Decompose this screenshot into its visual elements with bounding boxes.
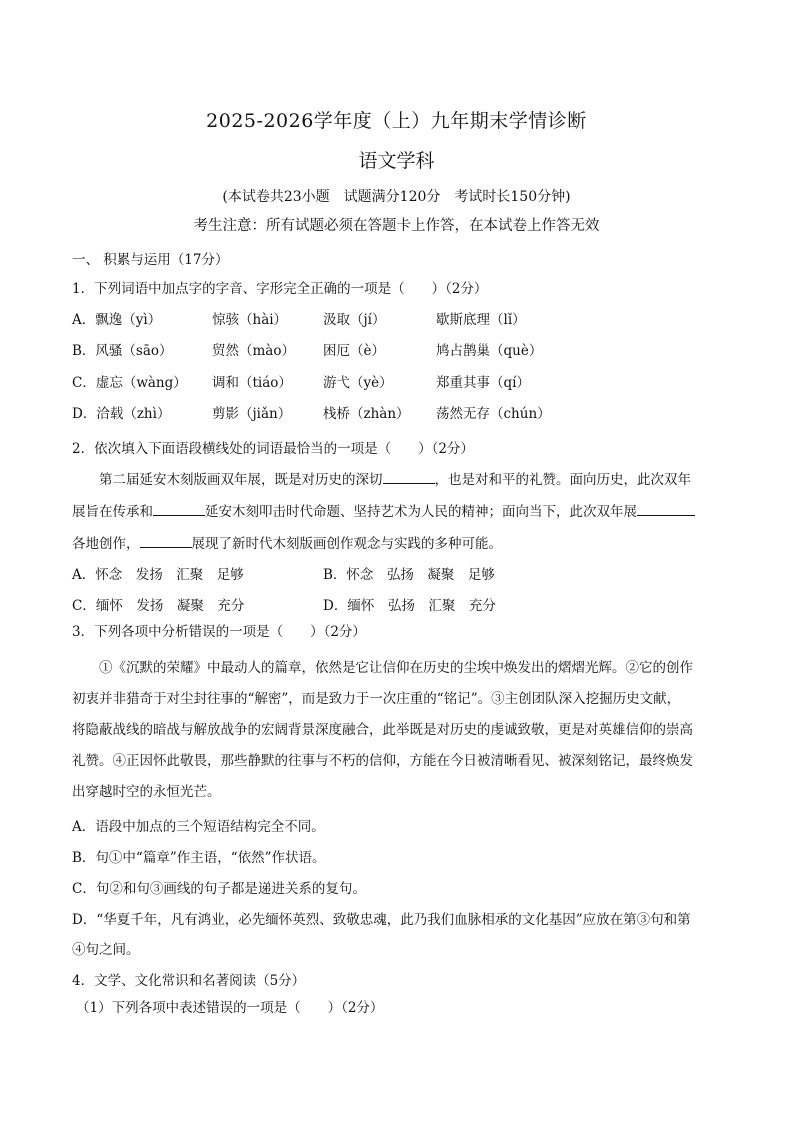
answer-blank	[153, 501, 205, 516]
q1-option-c-2: 调和（tiáo）	[212, 375, 292, 391]
exam-subject: 语文学科	[358, 150, 435, 172]
answer-blank	[383, 469, 435, 484]
q3-option-d-cont: ④句之间。	[72, 942, 140, 958]
q1-option-a-4: 歇斯底理（lǐ）	[436, 312, 526, 328]
q1-option-c-3: 游弋（yè）	[323, 375, 393, 391]
q3-passage-line: 初衷并非猎奇于对尘封往事的“解密”，而是致力于一次庄重的“铭记”。③主创团队深入挖掘历史文献，	[72, 691, 681, 707]
q3-passage-line: ①《沉默的荣耀》中最动人的篇章，依然是它让信仰在历史的尘埃中焕发出的熠熠光辉。②它的创作	[99, 660, 693, 676]
q2-option-b: B．怀念 弘扬 凝聚 足够	[323, 567, 495, 583]
q1-option-d-4: 荡然无存（chún）	[436, 406, 551, 422]
q3-option-d: D．“华夏千年，凡有鸿业，必先缅怀英烈、致敬忠魂，此乃我们血脉相承的文化基因”应放在第③句和第	[72, 912, 691, 928]
answer-blank	[140, 533, 192, 548]
q2-text: 各地创作，	[72, 536, 140, 552]
section-heading: 一、 积累与运用（17分）	[72, 252, 229, 268]
q2-text: 第二届延安木刻版画双年展，既是对历史的深切	[99, 472, 383, 488]
q1-option-b-1: B．风骚（sāo）	[72, 343, 173, 359]
answer-blank	[637, 501, 695, 516]
q1-option-d-3: 栈桥（zhàn）	[323, 406, 410, 422]
exam-notice: 考生注意：所有试题必须在答题卡上作答，在本试卷上作答无效	[193, 218, 600, 234]
q1-stem: 1．下列词语中加点字的字音、字形完全正确的一项是（ ）（2分）	[72, 281, 488, 297]
q4-sub1-stem: （1）下列各项中表述错误的一项是（ ）（2分）	[76, 1000, 384, 1016]
q2-passage-line-1	[99, 468, 691, 488]
q3-option-b: B．句①中“篇章”作主语，“依然”作状语。	[72, 850, 326, 866]
q1-option-a-1: A．飘逸（yì）	[72, 312, 162, 328]
q3-passage-line: 将隐蔽战线的暗战与解放战争的宏阔背景深度融合，此举既是对历史的虔诚致敬，更是对英雄信仰的崇高	[72, 722, 693, 738]
q1-option-a-2: 惊骇（hài）	[212, 312, 288, 328]
q2-option-c: C．缅怀 发扬 凝聚 充分	[72, 598, 245, 614]
q2-option-a: A．怀念 发扬 汇聚 足够	[72, 567, 244, 583]
exam-title: 2025-2026学年度（上）九年期末学情诊断	[206, 110, 587, 132]
q3-passage-line: 礼赞。④正因怀此敬畏，那些静默的往事与不朽的信仰，方能在今日被清晰看见、被深刻铭记，最终焕发	[72, 753, 693, 769]
q3-option-c: C．句②和句③画线的句子都是递进关系的复句。	[72, 881, 366, 897]
q2-text: 延安木刻叩击时代命题、坚持艺术为人民的精神；面向当下，此次双年展	[205, 504, 637, 520]
q1-option-b-4: 鸠占鹊巢（què）	[436, 343, 543, 359]
q1-option-b-2: 贸然（mào）	[212, 343, 295, 359]
q1-option-c-4: 郑重其事（qí）	[436, 375, 530, 391]
q1-option-d-2: 剪影（jiǎn）	[212, 406, 292, 422]
q1-option-b-3: 困厄（è）	[323, 343, 385, 359]
q2-passage-line-2	[72, 500, 695, 520]
q2-text: 展现了新时代木刻版画创作观念与实践的多种可能。	[191, 536, 502, 552]
q1-option-a-3: 汲取（jí）	[323, 312, 386, 328]
q4-stem: 4．文学、文化常识和名著阅读（5分）	[72, 973, 306, 989]
q2-text: ，也是对和平的礼赞。面向历史，此次双年	[434, 472, 691, 488]
q3-passage-line: 出穿越时空的永恒光芒。	[72, 784, 221, 800]
q2-option-d: D．缅怀 弘扬 汇聚 充分	[323, 598, 496, 614]
q2-stem: 2．依次填入下面语段横线处的词语最恰当的一项是（ ）（2分）	[72, 441, 474, 457]
q1-option-d-1: D．洽载（zhì）	[72, 406, 171, 422]
q1-option-c-1: C．虚忘（wàng）	[72, 375, 187, 391]
q2-text: 展旨在传承和	[72, 504, 153, 520]
exam-info: (本试卷共23小题 试题满分120分 考试时长150分钟)	[222, 189, 571, 205]
q2-passage-line-3	[72, 532, 502, 552]
q3-stem: 3．下列各项中分析错误的一项是（ ）（2分）	[72, 624, 366, 640]
q3-option-a: A．语段中加点的三个短语结构完全不同。	[72, 819, 325, 835]
